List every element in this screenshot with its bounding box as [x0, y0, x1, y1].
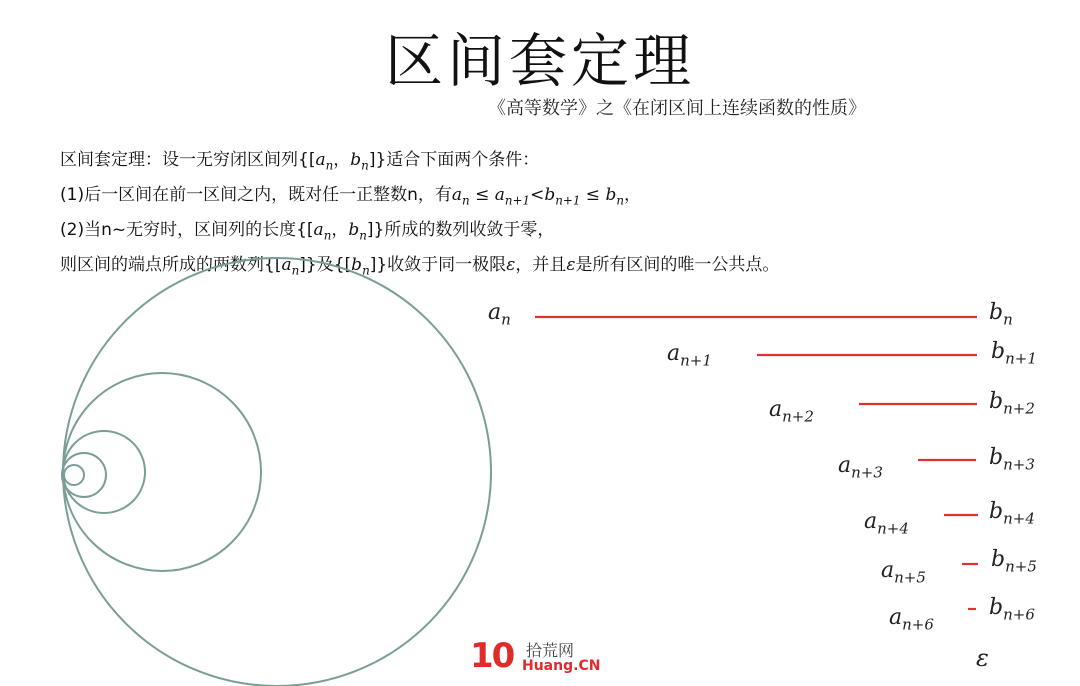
- label-subscript: n+5: [894, 568, 926, 587]
- label-b-2: [989, 389, 1035, 417]
- symbol-letter: a: [494, 184, 505, 205]
- symbol-subscript: n: [616, 193, 625, 208]
- site-logo: [470, 636, 610, 678]
- theorem-line-4-b: ]}及{[: [299, 254, 352, 275]
- separator: ，: [624, 184, 642, 205]
- label-a-5: [881, 558, 926, 586]
- symbol-letter: a: [281, 254, 292, 275]
- theorem-line-1-text: 区间套定理：设一无穷闭区间列{[: [60, 150, 316, 170]
- separator: ，: [331, 219, 349, 240]
- label-subscript: n+3: [1003, 455, 1035, 474]
- label-letter: b: [989, 300, 1004, 325]
- theorem-line-2-text: (1)后一区间在前一区间之内，既对任一正整数n，有: [60, 184, 452, 205]
- label-a-3: [838, 453, 883, 481]
- label-a-6: [889, 605, 934, 633]
- logo-cn-text: 拾荒网: [526, 641, 575, 660]
- label-subscript: n+4: [1003, 509, 1035, 528]
- label-letter: a: [864, 509, 878, 534]
- label-letter: b: [989, 389, 1004, 414]
- circle-3: [63, 431, 145, 513]
- circle-5: [64, 465, 84, 485]
- label-b-3: [989, 445, 1035, 473]
- label-subscript: n+1: [680, 351, 712, 370]
- lt-sign: <: [530, 184, 545, 205]
- label-b-6: [989, 595, 1035, 623]
- symbol-subscript: n: [359, 228, 367, 243]
- label-letter: b: [989, 499, 1004, 524]
- logo-en-text: Huang.CN: [522, 658, 601, 674]
- symbol-subscript: n: [362, 263, 370, 278]
- le-sign: ≤: [580, 184, 606, 205]
- label-a-2: [769, 397, 814, 425]
- label-letter: a: [769, 397, 783, 422]
- limit-epsilon-label: ε: [976, 644, 989, 672]
- theorem-line-1-tail: ]}适合下面两个条件：: [368, 150, 540, 170]
- separator: ，: [333, 150, 351, 170]
- circle-2: [63, 373, 261, 571]
- symbol-subscript: n+1: [555, 193, 581, 208]
- label-letter: b: [991, 339, 1006, 364]
- symbol-letter: b: [348, 219, 360, 240]
- theorem-line-4-e: 是所有区间的唯一公共点。: [575, 254, 780, 275]
- symbol-subscript: n: [462, 193, 470, 208]
- label-letter: a: [881, 558, 895, 583]
- label-letter: b: [991, 547, 1006, 572]
- symbol-subscript: n: [361, 158, 369, 173]
- label-subscript: n+2: [1003, 399, 1035, 418]
- label-letter: a: [838, 453, 852, 478]
- page-subtitle: 《高等数学》之《在闭区间上连续函数的性质》: [488, 98, 866, 119]
- page-title: 区间套定理: [384, 27, 695, 95]
- label-a-1: [667, 341, 712, 369]
- label-letter: b: [989, 445, 1004, 470]
- theorem-line-4-a: 则区间的端点所成的两数列{[: [60, 254, 282, 275]
- label-letter: b: [989, 595, 1004, 620]
- label-subscript: n+5: [1005, 557, 1037, 576]
- symbol-letter: b: [351, 254, 363, 275]
- symbol-subscript: n: [291, 263, 300, 278]
- label-subscript: n+2: [782, 407, 814, 426]
- symbol-letter: a: [313, 219, 324, 240]
- nested-circles: [62, 258, 491, 686]
- symbol-letter: b: [350, 150, 362, 170]
- epsilon-symbol: ε: [566, 254, 576, 275]
- theorem-line-4-d: ，并且: [515, 254, 567, 275]
- symbol-letter: b: [544, 184, 556, 205]
- label-subscript: n+4: [877, 519, 909, 538]
- symbol-letter: a: [451, 184, 462, 205]
- theorem-line-3-tail: ]}所成的数列收敛于零，: [366, 219, 555, 240]
- label-b-4: [989, 499, 1035, 527]
- label-a-4: [864, 509, 909, 537]
- symbol-subscript: n: [323, 228, 332, 243]
- label-subscript: n+6: [902, 615, 934, 634]
- label-subscript: n: [501, 310, 511, 329]
- label-b-0: [989, 300, 1013, 328]
- symbol-subscript: n: [325, 158, 334, 173]
- label-letter: a: [488, 300, 502, 325]
- label-subscript: n+6: [1003, 605, 1035, 624]
- logo-number: 10: [470, 636, 514, 676]
- label-letter: a: [889, 605, 903, 630]
- label-subscript: n+1: [1005, 349, 1037, 368]
- label-letter: a: [667, 341, 681, 366]
- symbol-letter: b: [605, 184, 617, 205]
- label-b-5: [991, 547, 1037, 575]
- label-b-1: [991, 339, 1037, 367]
- label-subscript: n: [1003, 310, 1013, 329]
- symbol-letter: a: [315, 150, 326, 170]
- theorem-line-4-c: ]}收敛于同一极限: [369, 254, 507, 275]
- label-a-0: [488, 300, 511, 328]
- theorem-line-3-text: (2)当n~无穷时，区间列的长度{[: [60, 219, 314, 240]
- le-sign: ≤: [469, 184, 495, 205]
- label-subscript: n+3: [851, 463, 883, 482]
- epsilon-symbol: ε: [506, 254, 516, 275]
- circle-1: [63, 258, 491, 686]
- symbol-subscript: n+1: [504, 193, 531, 208]
